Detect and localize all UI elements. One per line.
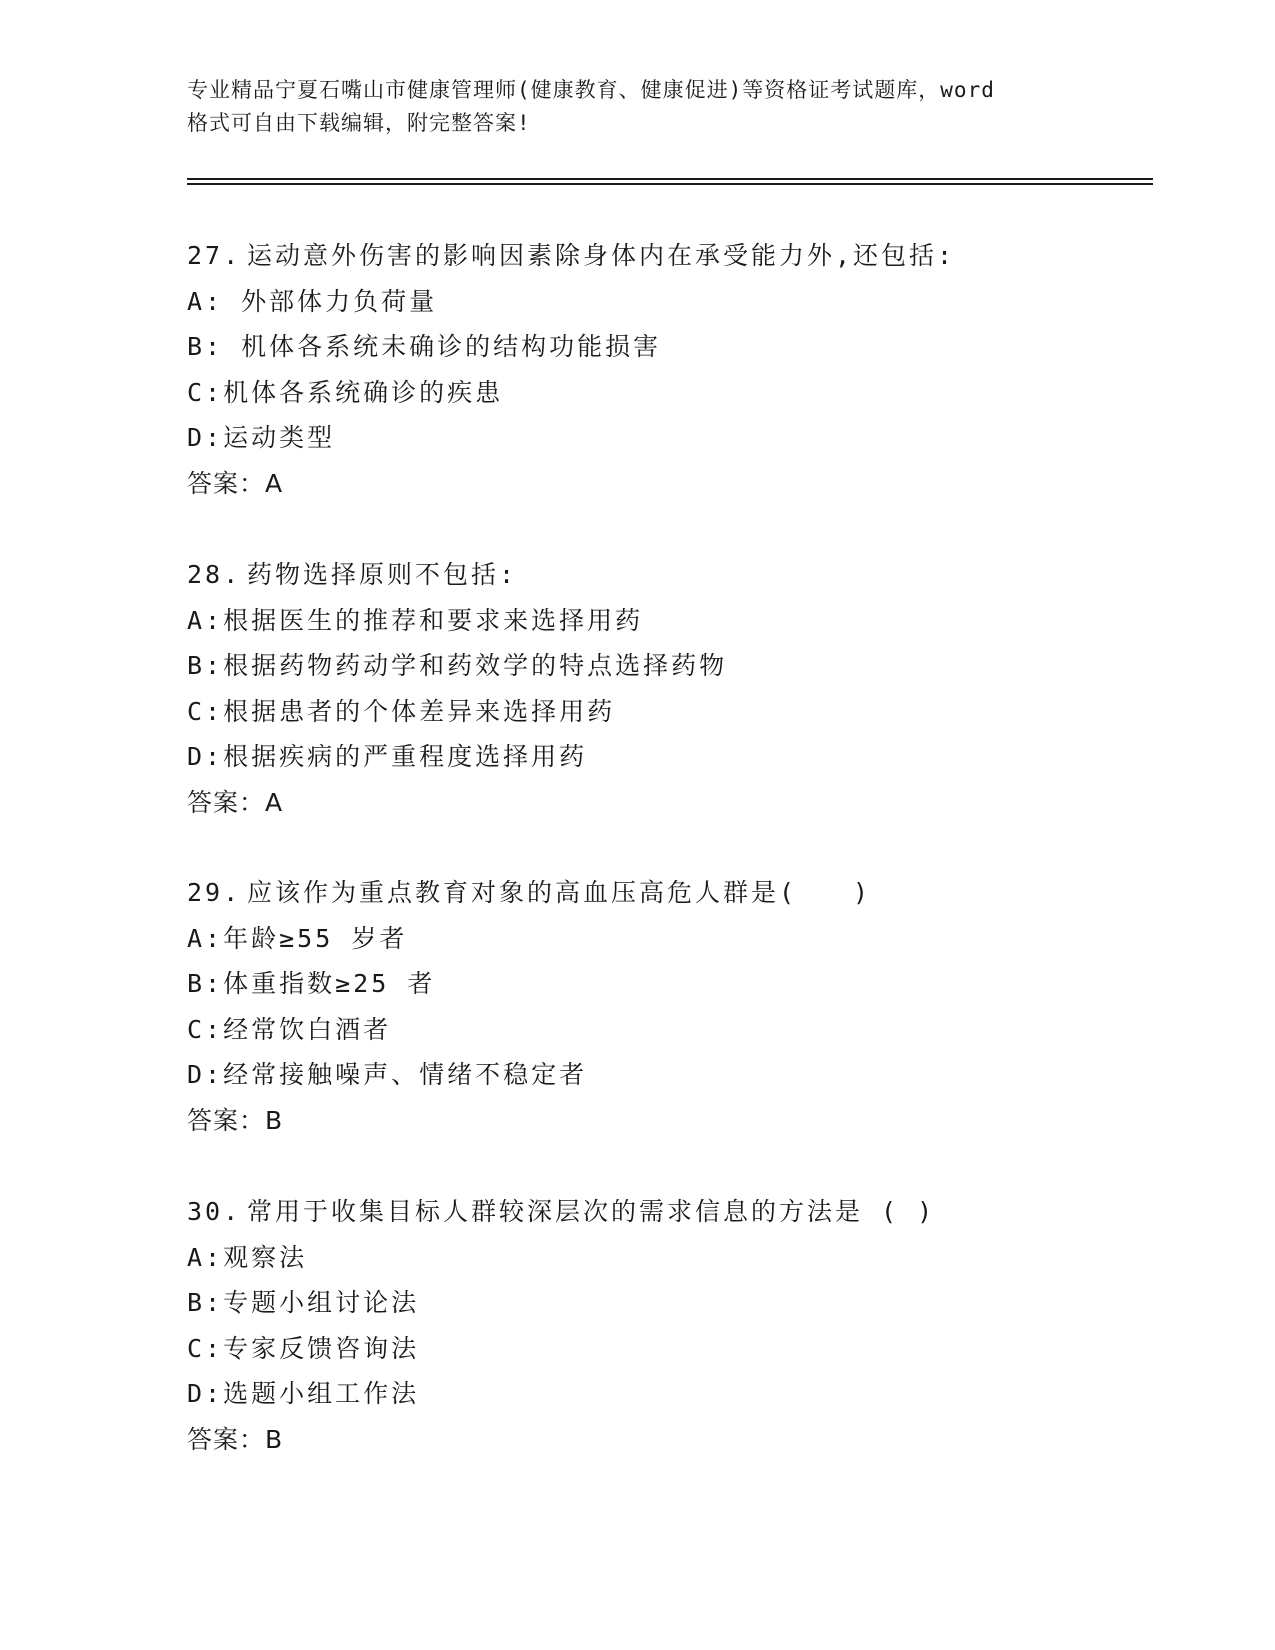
header-divider-top [187,178,1153,180]
option-a [187,916,1147,962]
answer-line: 答案：B [187,1105,284,1135]
option-key: C: [187,1014,224,1044]
option-b [187,961,1147,1007]
option-text: 根据药物药动学和药效学的特点选择药物 [223,651,728,680]
option-c [187,370,1147,416]
option-key: D: [187,423,224,452]
option-b [187,643,1147,689]
option-a [187,279,1147,325]
option-text: 根据患者的个体差异来选择用药 [223,696,616,726]
answer-line: 答案：B [187,1424,284,1454]
question-number: 30. [187,1197,242,1226]
option-text: 外部体力负荷量 [223,286,438,316]
option-d [187,734,1147,780]
option-key: A: [187,1242,224,1272]
option-c [187,1326,1147,1372]
question-block [187,552,1147,825]
option-key: D: [187,742,224,771]
option-key: B: [187,1288,224,1317]
option-text: 经常接触噪声、情绪不稳定者 [223,1060,588,1089]
header-line-1: 专业精品宁夏石嘴山市健康管理师(健康教育、健康促进)等资格证考试题库，word [187,78,995,102]
question-number: 29. [187,878,242,907]
question-block [187,870,1147,1143]
document-header [187,74,1087,140]
question-stem [187,870,1147,916]
option-b [187,1280,1147,1326]
option-d [187,1052,1147,1098]
option-key: A: [187,605,224,635]
option-text: 体重指数≥25 者 [223,969,436,998]
option-text: 根据医生的推荐和要求来选择用药 [223,605,644,635]
option-text: 观察法 [223,1242,308,1272]
option-c [187,1007,1147,1053]
option-text: 专家反馈咨询法 [223,1333,420,1363]
option-text: 机体各系统未确诊的结构功能损害 [223,332,662,361]
question-text: 应该作为重点教育对象的高血压高危人群是( ) [247,878,872,907]
option-c [187,689,1147,735]
option-key: C: [187,377,224,407]
option-d [187,1371,1147,1417]
answer-line: 答案：A [187,787,284,817]
option-key: D: [187,1379,224,1408]
option-text: 专题小组讨论法 [223,1288,420,1317]
option-key: B: [187,969,224,998]
question-stem [187,233,1147,279]
question-number: 28. [187,560,242,589]
option-key: D: [187,1060,224,1089]
question-text: 常用于收集目标人群较深层次的需求信息的方法是 ( ) [247,1197,936,1226]
option-key: A: [187,286,224,316]
answer-line: 答案：A [187,468,284,498]
question-stem [187,552,1147,598]
option-b [187,324,1147,370]
header-divider-bottom [187,183,1153,185]
option-a [187,1235,1147,1281]
option-d [187,415,1147,461]
question-block [187,233,1147,506]
question-text: 运动意外伤害的影响因素除身体内在承受能力外,还包括: [247,241,956,270]
question-stem [187,1189,1147,1235]
option-text: 运动类型 [223,423,336,452]
option-text: 根据疾病的严重程度选择用药 [223,742,588,771]
option-key: B: [187,651,224,680]
question-number: 27. [187,241,242,270]
option-key: C: [187,1333,224,1363]
option-text: 机体各系统确诊的疾患 [223,377,504,407]
option-key: A: [187,923,224,953]
question-block [187,1189,1147,1462]
option-text: 经常饮白酒者 [223,1014,392,1044]
option-key: B: [187,332,224,361]
question-text: 药物选择原则不包括: [247,560,518,589]
option-text: 选题小组工作法 [223,1379,420,1408]
header-line-2: 格式可自由下载编辑，附完整答案! [187,111,531,135]
option-key: C: [187,696,224,726]
option-text: 年龄≥55 岁者 [223,923,408,953]
option-a [187,598,1147,644]
